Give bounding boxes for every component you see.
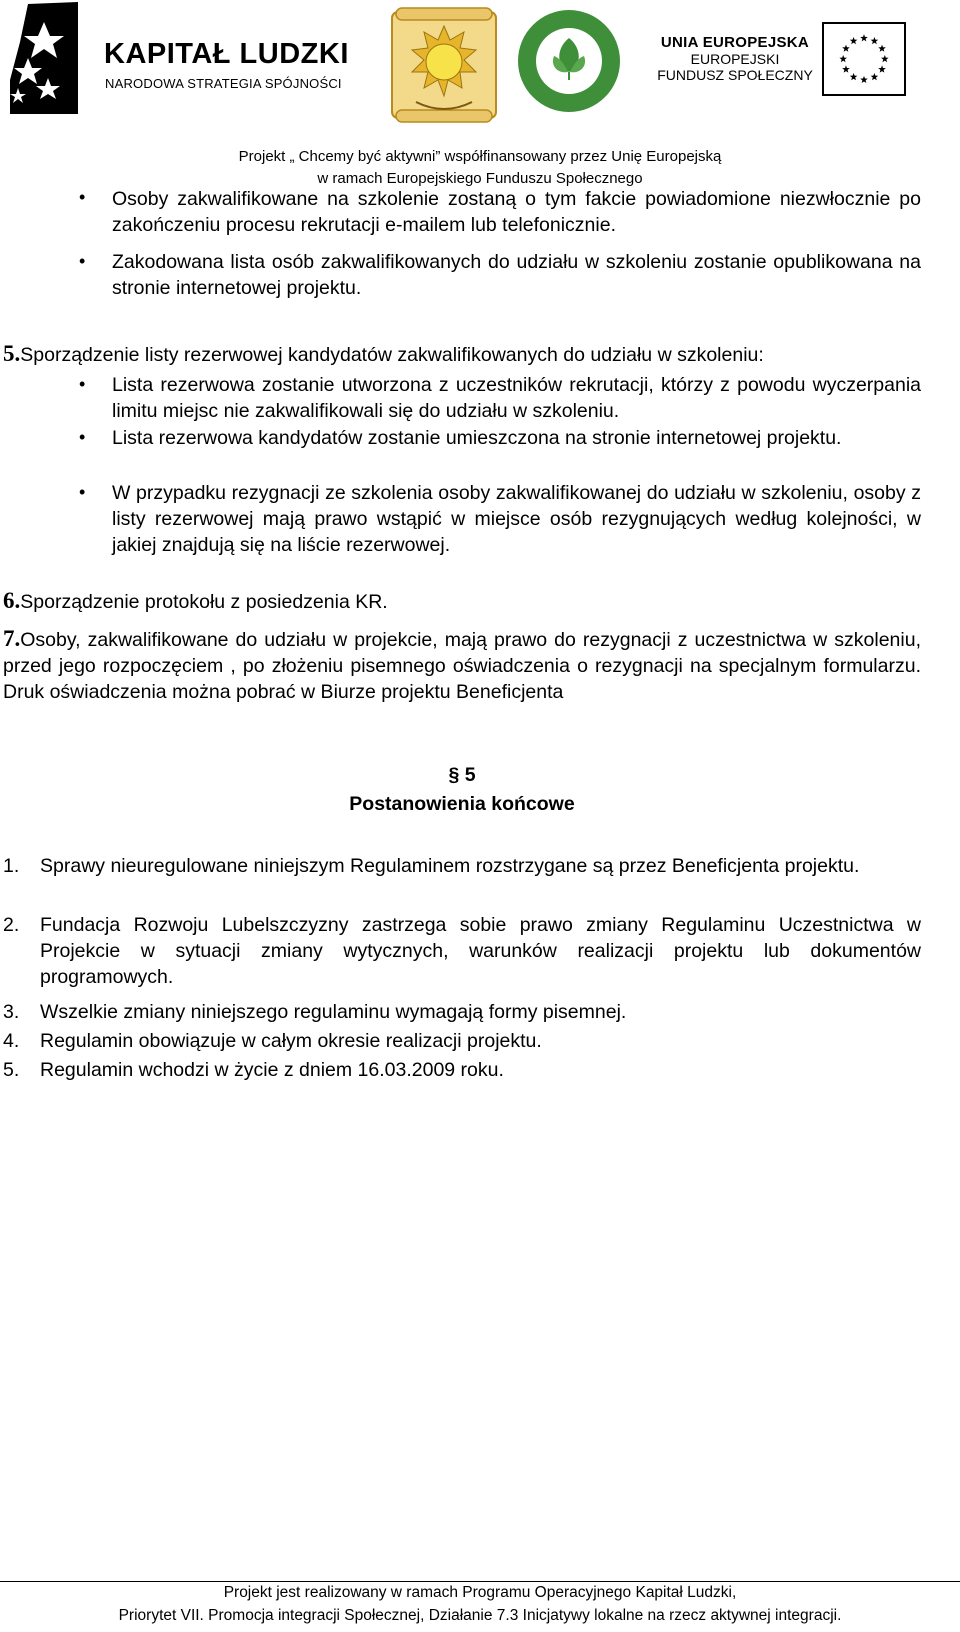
final-item-number: 4.	[3, 1030, 20, 1052]
final-item-number: 5.	[3, 1059, 20, 1081]
eu-star-icon	[850, 73, 858, 80]
final-item-number: 1.	[3, 855, 20, 877]
eu-star-icon	[839, 55, 847, 62]
header-logos	[0, 0, 960, 140]
project-line-2: w ramach Europejskiego Funduszu Społecznego	[317, 170, 643, 187]
list-item: Lista rezerwowa kandydatów zostanie umieszczona na stronie internetowej projektu.	[112, 427, 842, 449]
final-item-text: Regulamin obowiązuje w całym okresie realizacji projektu.	[40, 1030, 542, 1052]
bullet-icon: •	[79, 187, 86, 207]
final-item-text: Wszelkie zmiany niniejszego regulaminu wymagają formy pisemnej.	[40, 1001, 627, 1023]
list-item: Zakodowana lista osób zakwalifikowanych do udziału w szkoleniu zostanie opublikowana na stronie internetowej projektu.	[112, 251, 921, 299]
paragraph-title: Postanowienia końcowe	[349, 793, 575, 815]
final-item-number: 3.	[3, 1001, 20, 1023]
final-item-text: Fundacja Rozwoju Lubelszczyzny zastrzega sobie prawo zmiany Regulaminu Uczestnictwa w Projekcie w sytuacji zmiany wytycznych, warunków realizacji projektu lub dokumentów programowych.	[40, 914, 921, 988]
kapital-ludzki-logo	[6, 2, 349, 120]
section-6-text: Sporządzenie protokołu z posiedzenia KR.	[20, 591, 388, 613]
footer-divider	[0, 1581, 960, 1582]
eu-line-3: FUNDUSZ SPOŁECZNY	[657, 67, 813, 83]
section-5-number: 5.	[3, 341, 21, 366]
footer-line-2: Priorytet VII. Promocja integracji Społecznej, Działanie 7.3 Inicjatywy lokalne na rzecz aktywnej integracji.	[118, 1607, 842, 1624]
kapital-ludzki-subtitle: NARODOWA STRATEGIA SPÓJNOŚCI	[105, 76, 342, 91]
kapital-ludzki-title: KAPITAŁ LUDZKI	[104, 38, 349, 70]
list-item: Lista rezerwowa zostanie utworzona z uczestników rekrutacji, którzy z powodu wyczerpania limitu miejsc nie zakwalifikowali się do udziału w szkoleniu.	[112, 374, 921, 422]
eu-star-icon	[842, 65, 850, 72]
section-7-text: Osoby, zakwalifikowane do udziału w projekcie, mają prawo do rezygnacji z uczestnictwa w szkoleniu, przed jego rozpoczęciem , po złożeniu pisemnego oświadczenia o rezygnacji na specjalnym formularzu. Druk oświadczenia można pobrać w Biurze projektu Beneficjenta	[3, 629, 921, 703]
footer-line-1: Projekt jest realizowany w ramach Programu Operacyjnego Kapitał Ludzki,	[223, 1584, 737, 1601]
section-6-number: 6.	[3, 588, 21, 613]
final-item-number: 2.	[3, 914, 20, 936]
final-item-text: Regulamin wchodzi w życie z dniem 16.03.2009 roku.	[40, 1059, 504, 1081]
eu-line-1: UNIA EUROPEJSKA	[660, 34, 810, 51]
bullet-icon: •	[79, 427, 86, 447]
eu-star-icon	[871, 37, 879, 44]
kapital-ludzki-mark-icon	[6, 2, 96, 120]
paragraph-symbol: § 5	[448, 764, 476, 786]
section-5-heading	[3, 341, 943, 368]
eu-star-icon	[878, 65, 886, 72]
eu-star-icon	[881, 55, 889, 62]
section-6-heading	[3, 588, 943, 615]
section-7-number: 7.	[3, 626, 21, 651]
eu-star-icon	[860, 34, 868, 41]
final-item-text: Sprawy nieuregulowane niniejszym Regulaminem rozstrzygane są przez Beneficjenta projektu.	[40, 855, 860, 877]
section-7-paragraph	[3, 626, 921, 705]
list-item: W przypadku rezygnacji ze szkolenia osoby zakwalifikowanej do udziału w szkoleniu, osoby z listy rezerwowej mają prawo wstąpić w miejsce osób rezygnujących według kolejności, w jakiej znajdują się na liście rezerwowej.	[112, 482, 921, 556]
eu-star-icon	[850, 37, 858, 44]
bullet-icon: •	[79, 251, 86, 271]
eu-star-icon	[860, 76, 868, 83]
eu-star-icon	[878, 45, 886, 52]
eu-fundusz-text	[655, 34, 815, 83]
eu-flag-icon	[822, 22, 906, 96]
aktywnosc-scroll-badge-icon	[386, 6, 502, 124]
section-5-text: Sporządzenie listy rezerwowej kandydatów zakwalifikowanych do udziału w szkoleniu:	[20, 344, 764, 366]
eu-star-icon	[871, 73, 879, 80]
eu-line-2: EUROPEJSKI	[690, 51, 780, 67]
list-item: Osoby zakwalifikowane na szkolenie zostaną o tym fakcie powiadomione niezwłocznie po zakończeniu procesu rekrutacji e-mailem lub telefonicznie.	[112, 188, 921, 236]
bullet-icon: •	[79, 374, 86, 394]
fundacja-seal-icon	[516, 8, 622, 114]
eu-star-icon	[842, 45, 850, 52]
bullet-icon: •	[79, 482, 86, 502]
project-line-1: Projekt „ Chcemy być aktywni” współfinansowany przez Unię Europejską	[238, 148, 722, 165]
